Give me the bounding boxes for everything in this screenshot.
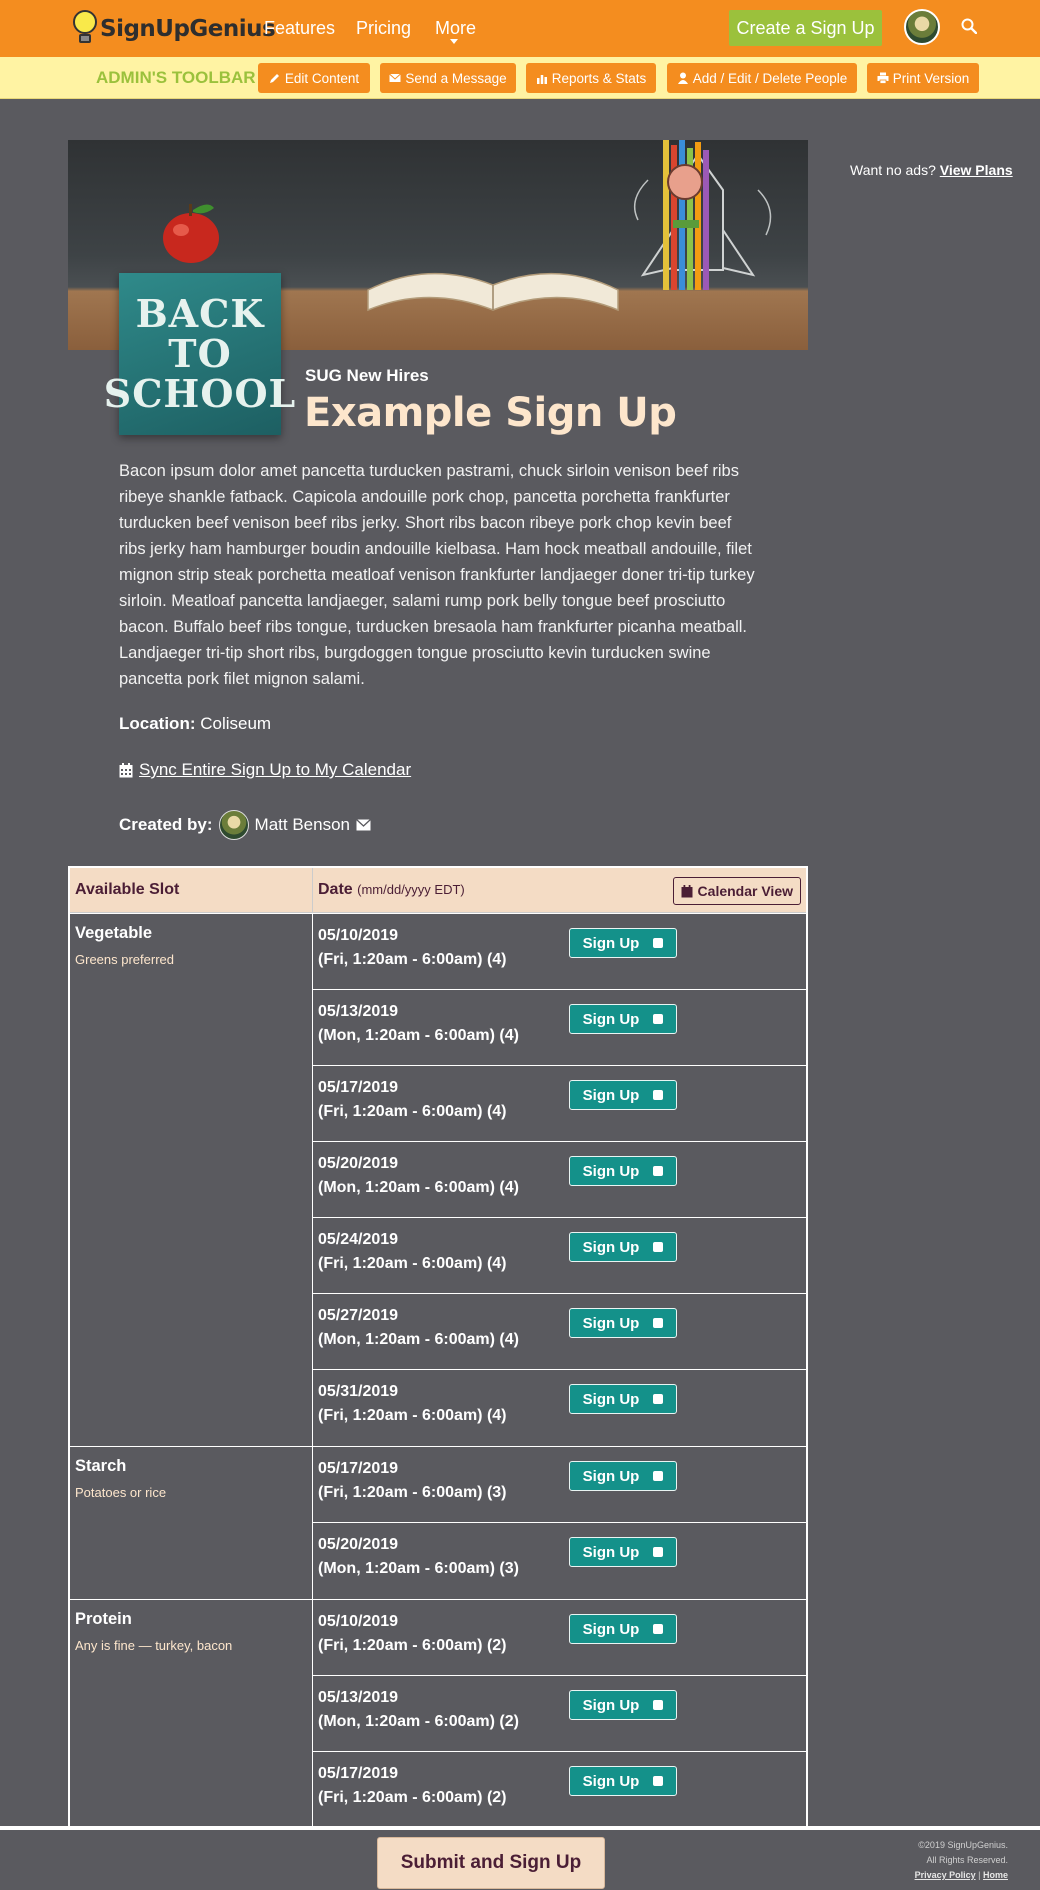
rights-text: All Rights Reserved. bbox=[926, 1855, 1008, 1865]
checkbox-icon[interactable] bbox=[653, 1318, 663, 1328]
slot-note: Potatoes or rice bbox=[75, 1485, 167, 1500]
footer-separator: | bbox=[978, 1870, 981, 1880]
slot-name: Vegetable bbox=[75, 924, 153, 942]
brand-logo[interactable] bbox=[72, 7, 275, 47]
send-message-label: Send a Message bbox=[405, 70, 507, 86]
table-row bbox=[313, 990, 806, 1066]
location-value: Coliseum bbox=[200, 714, 272, 733]
admin-toolbar bbox=[0, 57, 1040, 99]
checkbox-icon[interactable] bbox=[653, 1394, 663, 1404]
slot-time: (Fri, 1:20am - 6:00am) (2) bbox=[318, 1637, 507, 1654]
sign-up-button[interactable] bbox=[569, 1004, 677, 1034]
sign-up-label: Sign Up bbox=[582, 1010, 640, 1028]
sign-up-label: Sign Up bbox=[582, 934, 640, 952]
checkbox-icon[interactable] bbox=[653, 938, 663, 948]
tile-word-school: SCHOOL bbox=[103, 371, 297, 416]
envelope-icon bbox=[389, 72, 401, 84]
sign-up-button[interactable] bbox=[569, 1232, 677, 1262]
date-format-hint: (mm/dd/yyyy EDT) bbox=[357, 882, 465, 897]
checkbox-icon[interactable] bbox=[653, 1471, 663, 1481]
search-icon[interactable] bbox=[961, 18, 977, 34]
date-list bbox=[313, 1447, 806, 1599]
table-row bbox=[313, 1523, 806, 1599]
slot-time: (Mon, 1:20am - 6:00am) (3) bbox=[318, 1560, 519, 1577]
table-row bbox=[313, 1370, 806, 1446]
reports-stats-label: Reports & Stats bbox=[551, 70, 647, 86]
table-row bbox=[313, 1218, 806, 1294]
slot-time: (Mon, 1:20am - 6:00am) (4) bbox=[318, 1179, 519, 1196]
location bbox=[119, 714, 271, 734]
slot-cell bbox=[70, 1447, 313, 1599]
table-body bbox=[70, 913, 806, 1828]
top-nav bbox=[0, 0, 1040, 57]
table-row bbox=[313, 1142, 806, 1218]
sign-up-label: Sign Up bbox=[582, 1772, 640, 1790]
person-icon bbox=[677, 72, 689, 84]
slots-table bbox=[68, 866, 808, 1830]
tile-word-to: TO bbox=[168, 331, 232, 376]
slot-date: 05/17/2019 bbox=[318, 1460, 399, 1477]
reports-stats-button[interactable] bbox=[526, 63, 656, 93]
nav-pricing[interactable]: Pricing bbox=[356, 18, 412, 38]
checkbox-icon[interactable] bbox=[653, 1166, 663, 1176]
calendar-icon bbox=[681, 885, 693, 898]
slot-time: (Fri, 1:20am - 6:00am) (2) bbox=[318, 1789, 507, 1806]
slot-date: 05/31/2019 bbox=[318, 1383, 399, 1400]
table-row bbox=[313, 1066, 806, 1142]
sync-calendar-link[interactable]: Sync Entire Sign Up to My Calendar bbox=[139, 760, 412, 779]
slot-note: Any is fine — turkey, bacon bbox=[75, 1638, 233, 1653]
footer-links bbox=[915, 1868, 1008, 1883]
open-book-image bbox=[358, 250, 628, 320]
sign-up-label: Sign Up bbox=[582, 1162, 640, 1180]
calendar-view-label: Calendar View bbox=[697, 883, 793, 899]
table-row bbox=[313, 914, 806, 990]
sign-up-label: Sign Up bbox=[582, 1390, 640, 1408]
sign-up-label: Sign Up bbox=[582, 1467, 640, 1485]
creator-avatar bbox=[219, 810, 249, 840]
chevron-down-icon bbox=[450, 39, 458, 44]
nav-features[interactable]: Features bbox=[264, 18, 336, 38]
location-label: Location: bbox=[119, 714, 196, 733]
admin-toolbar-title: ADMIN'S TOOLBAR bbox=[96, 68, 256, 87]
bar-chart-icon bbox=[536, 72, 548, 84]
date-header-label: Date bbox=[318, 881, 353, 898]
print-version-button[interactable] bbox=[867, 63, 979, 93]
checkbox-icon[interactable] bbox=[653, 1776, 663, 1786]
date-list bbox=[313, 914, 806, 1446]
table-header bbox=[70, 868, 806, 913]
creator-name: Matt Benson bbox=[254, 815, 350, 834]
envelope-icon[interactable] bbox=[356, 819, 371, 831]
sign-up-button[interactable] bbox=[569, 1614, 677, 1644]
sign-up-button[interactable] bbox=[569, 1690, 677, 1720]
manage-people-label: Add / Edit / Delete People bbox=[692, 70, 848, 86]
sign-up-label: Sign Up bbox=[582, 1238, 640, 1256]
slot-group bbox=[70, 1446, 806, 1599]
checkbox-icon[interactable] bbox=[653, 1090, 663, 1100]
sign-up-button[interactable] bbox=[569, 928, 677, 958]
tile-word-back: BACK bbox=[135, 291, 265, 336]
manage-people-button[interactable] bbox=[667, 63, 857, 93]
slot-time: (Fri, 1:20am - 6:00am) (4) bbox=[318, 951, 507, 968]
table-row bbox=[313, 1600, 806, 1676]
back-to-school-tile bbox=[103, 273, 297, 435]
no-ads-text: Want no ads? bbox=[850, 162, 936, 178]
slot-date: 05/10/2019 bbox=[318, 1613, 399, 1630]
pencil-icon bbox=[269, 72, 281, 84]
table-row bbox=[313, 1752, 806, 1828]
lightbulb-icon bbox=[72, 10, 98, 44]
edit-content-label: Edit Content bbox=[284, 70, 360, 86]
home-link[interactable]: Home bbox=[982, 1870, 1008, 1880]
sign-up-label: Sign Up bbox=[582, 1696, 640, 1714]
slot-time: (Fri, 1:20am - 6:00am) (4) bbox=[318, 1255, 507, 1272]
checkbox-icon[interactable] bbox=[653, 1242, 663, 1252]
no-ads-prompt bbox=[850, 162, 1013, 178]
sync-calendar bbox=[119, 760, 411, 780]
sign-up-label: Sign Up bbox=[582, 1620, 640, 1638]
avatar[interactable] bbox=[904, 9, 940, 45]
printer-icon bbox=[877, 72, 889, 84]
slot-date: 05/13/2019 bbox=[318, 1689, 399, 1706]
sign-up-label: Sign Up bbox=[582, 1543, 640, 1561]
sign-up-button[interactable] bbox=[569, 1766, 677, 1796]
sign-up-button[interactable] bbox=[569, 1308, 677, 1338]
submit-signup-button[interactable]: Submit and Sign Up bbox=[377, 1837, 605, 1889]
slot-date: 05/13/2019 bbox=[318, 1003, 399, 1020]
checkbox-icon[interactable] bbox=[653, 1624, 663, 1634]
table-row bbox=[313, 1447, 806, 1523]
slot-group bbox=[70, 913, 806, 1446]
slot-time: (Fri, 1:20am - 6:00am) (4) bbox=[318, 1407, 507, 1424]
footer-bar bbox=[0, 1826, 1040, 1890]
slot-date: 05/10/2019 bbox=[318, 927, 399, 944]
created-by-label: Created by: bbox=[119, 815, 213, 834]
slot-cell bbox=[70, 914, 313, 1446]
sign-up-label: Sign Up bbox=[582, 1086, 640, 1104]
slot-date: 05/27/2019 bbox=[318, 1307, 399, 1324]
slot-time: (Mon, 1:20am - 6:00am) (4) bbox=[318, 1027, 519, 1044]
date-list bbox=[313, 1600, 806, 1828]
signup-description: Bacon ipsum dolor amet pancetta turducken pastrami, chuck sirloin venison beef ribs ribeye shankle fatback. Capicola andouille pork chop, pancetta porchetta frankfurter turducken beef venison beef ribs jerky. Short ribs bacon ribeye pork chop kevin beef ribs jerky ham hamburger boudin andouille kielbasa. Ham hock meatball andouille, filet mignon strip steak porchetta meatloaf venison frankfurter landjaeger doner tri-tip turkey sirloin. Meatloaf pancetta landjaeger, salami rump pork belly tongue beef prosciutto bacon. Buffalo beef ribs tongue, turducken bresaola ham frankfurter picanha meatball. Landjaeger tri-tip short ribs, burgdoggen tongue prosciutto kevin turducken swine pancetta pork filet mignon salami. bbox=[119, 462, 755, 688]
copyright-text: ©2019 SignUpGenius. bbox=[918, 1840, 1008, 1850]
apple-image bbox=[156, 198, 226, 268]
privacy-policy-link[interactable]: Privacy Policy bbox=[914, 1870, 976, 1880]
slot-group bbox=[70, 1599, 806, 1828]
calendar-view-button[interactable] bbox=[673, 877, 801, 905]
sign-up-label: Sign Up bbox=[582, 1314, 640, 1332]
sign-up-button[interactable] bbox=[569, 1156, 677, 1186]
page-title: Example Sign Up bbox=[304, 390, 677, 436]
sign-up-button[interactable] bbox=[569, 1384, 677, 1414]
organization-name: SUG New Hires bbox=[305, 366, 429, 385]
slot-date: 05/20/2019 bbox=[318, 1155, 399, 1172]
nav-more[interactable]: More bbox=[435, 18, 477, 38]
sign-up-button[interactable] bbox=[569, 1080, 677, 1110]
slot-time: (Mon, 1:20am - 6:00am) (2) bbox=[318, 1713, 519, 1730]
edit-content-button[interactable] bbox=[258, 63, 370, 93]
slot-date: 05/20/2019 bbox=[318, 1536, 399, 1553]
slot-date: 05/17/2019 bbox=[318, 1079, 399, 1096]
calendar-icon bbox=[119, 763, 133, 778]
print-version-label: Print Version bbox=[892, 70, 970, 86]
checkbox-icon[interactable] bbox=[653, 1700, 663, 1710]
slot-cell bbox=[70, 1600, 313, 1828]
checkbox-icon[interactable] bbox=[653, 1547, 663, 1557]
slot-time: (Fri, 1:20am - 6:00am) (4) bbox=[318, 1103, 507, 1120]
pencil-cup-image bbox=[658, 140, 718, 300]
copyright bbox=[915, 1838, 1008, 1883]
brand-name: SignUpGenius bbox=[100, 16, 276, 42]
slot-date: 05/17/2019 bbox=[318, 1765, 399, 1782]
view-plans-link[interactable]: View Plans bbox=[939, 162, 1013, 178]
create-signup-button[interactable]: Create a Sign Up bbox=[729, 10, 882, 46]
slot-time: (Fri, 1:20am - 6:00am) (3) bbox=[318, 1484, 507, 1501]
sign-up-button[interactable] bbox=[569, 1461, 677, 1491]
sign-up-button[interactable] bbox=[569, 1537, 677, 1567]
checkbox-icon[interactable] bbox=[653, 1014, 663, 1024]
slot-date: 05/24/2019 bbox=[318, 1231, 399, 1248]
table-row bbox=[313, 1676, 806, 1752]
slot-note: Greens preferred bbox=[75, 952, 174, 967]
send-message-button[interactable] bbox=[380, 63, 516, 93]
slot-name: Starch bbox=[75, 1457, 127, 1475]
slot-name: Protein bbox=[75, 1610, 132, 1628]
created-by bbox=[119, 810, 371, 840]
column-header-date bbox=[313, 868, 806, 912]
slot-time: (Mon, 1:20am - 6:00am) (4) bbox=[318, 1331, 519, 1348]
column-header-slot: Available Slot bbox=[70, 868, 313, 912]
table-row bbox=[313, 1294, 806, 1370]
